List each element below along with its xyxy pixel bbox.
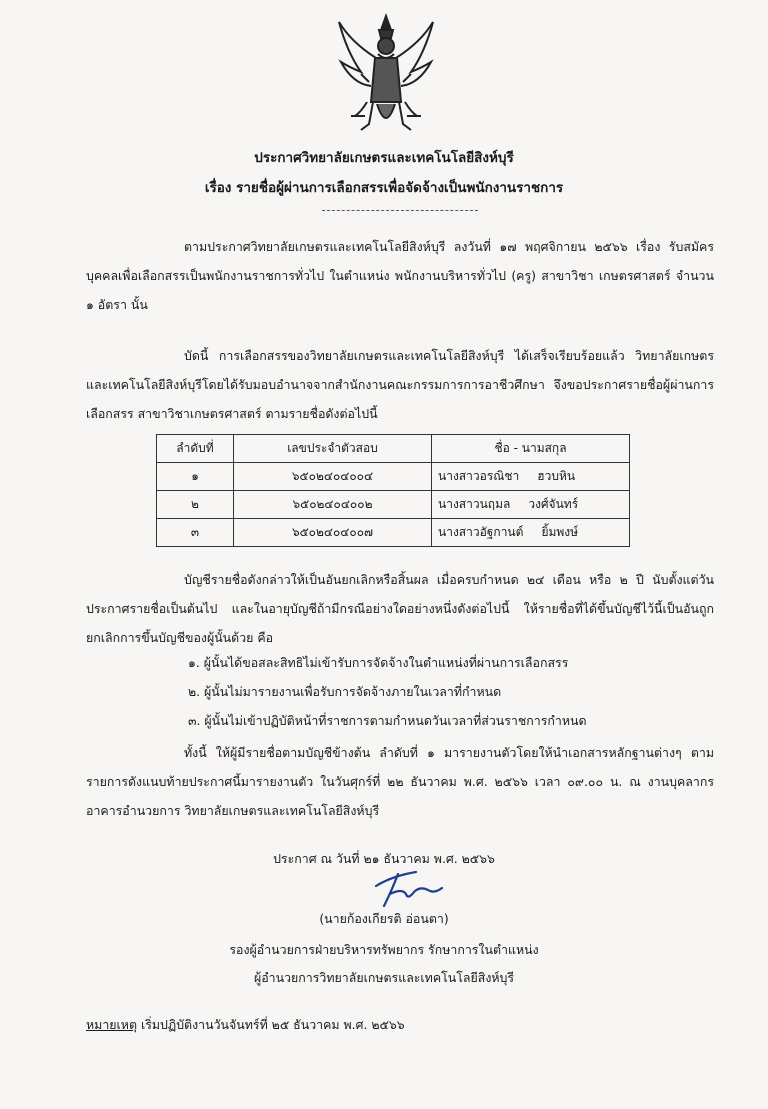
cell-full-name <box>432 463 630 491</box>
results-table <box>156 434 630 547</box>
paragraph-reference: ตามประกาศวิทยาลัยเกษตรและเทคโนโลยีสิงห์บุรี ลงวันที่ ๑๗ พฤศจิกายน ๒๕๖๖ เรื่อง รับสมัครบุคคลเพื่อเลือกสรรเป็นพนักงานราชการทั่วไป ในตำแหน่ง พนักงานบริหารทั่วไป (ครู) สาขาวิชา เกษตรศาสตร์ จำนวน ๑ อัตรา นั้น <box>86 239 714 312</box>
paragraph-report-instructions: ทั้งนี้ ให้ผู้มีรายชื่อตามบัญชีข้างต้น ลำดับที่ ๑ มารายงานตัวโดยให้นำเอกสารหลักฐานต่างๆ ตามรายการดังแนบท้ายประกาศนี้มารายงานตัว ในวันศุกร์ที่ ๒๒ ธันวาคม พ.ศ. ๒๕๖๖ เวลา ๐๙.๐๐ น. ณ งานบุคลากร อาคารอำนวยการ วิทยาลัยเกษตรและเทคโนโลยีสิงห์บุรี <box>86 745 714 818</box>
cell-full-name <box>432 519 630 547</box>
list-item: ๒. ผู้นั้นไม่มารายงานเพื่อรับการจัดจ้างภายในเวลาที่กำหนด <box>188 684 502 699</box>
surname: ฮวบหิน <box>537 469 576 483</box>
footnote <box>86 1016 405 1035</box>
cell-exam-id: ๖๕๐๒๔๐๔๐๐๔ <box>234 463 432 491</box>
cell-exam-id: ๖๕๐๒๔๐๔๐๐๗ <box>234 519 432 547</box>
garuda-emblem-icon <box>331 12 441 140</box>
announcement-date: ประกาศ ณ วันที่ ๒๑ ธันวาคม พ.ศ. ๒๕๖๖ <box>273 851 495 866</box>
list-item: ๑. ผู้นั้นได้ขอสละสิทธิไม่เข้ารับการจัดจ้างในตำแหน่งที่ผ่านการเลือกสรร <box>188 655 569 670</box>
cell-order: ๒ <box>157 491 234 519</box>
handwritten-signature-icon <box>362 864 452 910</box>
table-header-row <box>157 435 630 463</box>
footnote-text: เริ่มปฏิบัติงานวันจันทร์ที่ ๒๕ ธันวาคม พ.ศ. ๒๕๖๖ <box>137 1017 405 1032</box>
given-name: นางสาวอัฐกานต์ <box>438 525 524 539</box>
cell-full-name <box>432 491 630 519</box>
announcement-subject: เรื่อง รายชื่อผู้ผ่านการเลือกสรรเพื่อจัดจ้างเป็นพนักงานราชการ <box>204 180 564 196</box>
signer-position: รองผู้อำนวยการฝ่ายบริหารทรัพยากร รักษาการในตำแหน่ง <box>229 942 539 957</box>
signer-organization: ผู้อำนวยการวิทยาลัยเกษตรและเทคโนโลยีสิงห์บุรี <box>253 970 515 985</box>
cell-order: ๓ <box>157 519 234 547</box>
table-row <box>157 491 630 519</box>
announcement-title: ประกาศวิทยาลัยเกษตรและเทคโนโลยีสิงห์บุรี <box>254 150 514 166</box>
title-divider <box>322 210 478 211</box>
table-row <box>157 463 630 491</box>
cell-order: ๑ <box>157 463 234 491</box>
paragraph-announcement: บัดนี้ การเลือกสรรของวิทยาลัยเกษตรและเทคโนโลยีสิงห์บุรี ได้เสร็จเรียบร้อยแล้ว วิทยาลัยเกษตรและเทคโนโลยีสิงห์บุรีโดยได้รับมอบอำนาจจากสำนักงานคณะกรรมการการอาชีวศึกษา จึงขอประกาศรายชื่อผู้ผ่านการเลือกสรร สาขาวิชาเกษตรศาสตร์ ตามรายชื่อดังต่อไปนี้ <box>86 348 714 421</box>
table-row <box>157 519 630 547</box>
surname: วงศ์จันทร์ <box>528 497 579 511</box>
header-full-name: ชื่อ - นามสกุล <box>432 435 630 463</box>
header-order: ลำดับที่ <box>157 435 234 463</box>
cell-exam-id: ๖๕๐๒๔๐๔๐๐๒ <box>234 491 432 519</box>
cancellation-conditions <box>188 648 587 735</box>
signer-name: (นายก้องเกียรติ อ่อนตา) <box>319 911 449 926</box>
paragraph-validity: บัญชีรายชื่อดังกล่าวให้เป็นอันยกเลิกหรือสิ้นผล เมื่อครบกำหนด ๒๔ เดือน หรือ ๒ ปี นับตั้งแต่วันประกาศรายชื่อเป็นต้นไป และในอายุบัญชีถ้ามีกรณีอย่างใดอย่างหนึ่งดังต่อไปนี้ ให้รายชื่อที่ได้ขึ้นบัญชีไว้นี้เป็นอันถูกยกเลิกการขึ้นบัญชีของผู้นั้นด้วย คือ <box>86 572 714 645</box>
header-exam-id: เลขประจำตัวสอบ <box>234 435 432 463</box>
given-name: นางสาวอรณิชา <box>438 469 520 483</box>
list-item: ๓. ผู้นั้นไม่เข้าปฏิบัติหน้าที่ราชการตามกำหนดวันเวลาที่ส่วนราชการกำหนด <box>188 713 587 728</box>
surname: ยิ้มพงษ์ <box>541 525 579 539</box>
footnote-label: หมายเหตุ <box>86 1017 138 1032</box>
given-name: นางสาวนฤมล <box>438 497 511 511</box>
